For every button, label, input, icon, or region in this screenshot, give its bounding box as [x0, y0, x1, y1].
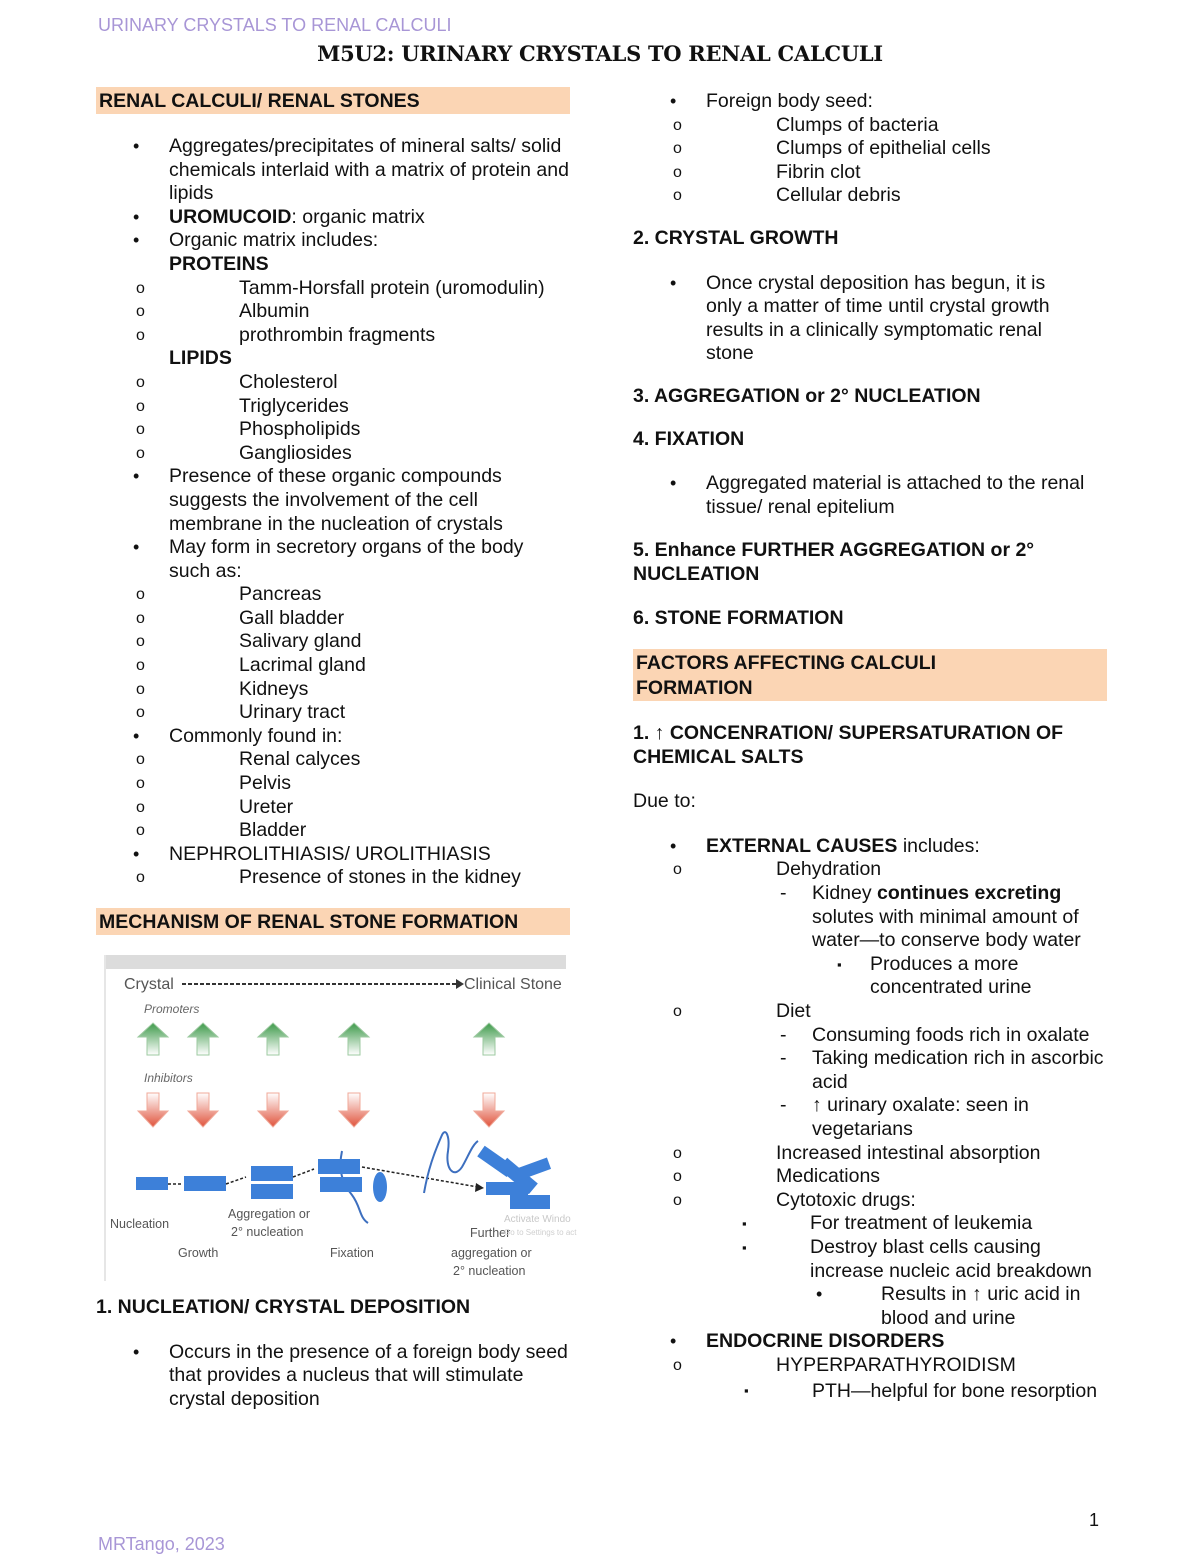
fixation-crystal — [318, 1159, 360, 1174]
clinical-stone-label: Clinical Stone — [464, 976, 562, 993]
term-rest: includes: — [897, 834, 980, 857]
list-item-text: Increased intestinal absorption — [776, 1141, 1041, 1164]
text-run: Kidney — [812, 882, 878, 905]
list-item: - ↑ urinary oxalate: seen in vegetarians — [776, 1094, 1107, 1141]
inhibitor-arrow-icon — [339, 1093, 369, 1127]
section-heading-renal-calculi: RENAL CALCULI/ RENAL STONES — [96, 87, 570, 114]
fixation-crystal — [373, 1172, 387, 1202]
progression-arrowhead — [456, 979, 464, 989]
list-item-text: o Diet — [776, 1000, 811, 1023]
list-item-text: o HYPERPARATHYROIDISM — [776, 1353, 1016, 1376]
page-number: 1 — [1089, 1510, 1100, 1530]
list-item — [96, 206, 570, 230]
term-definition: : organic matrix — [291, 205, 425, 228]
figure-top-bar — [106, 955, 566, 969]
aggregation-crystal — [251, 1166, 293, 1181]
promoter-arrow-icon — [138, 1023, 168, 1055]
stage-connector — [226, 1177, 246, 1184]
seed-types-list — [633, 114, 1107, 208]
proteins-label: PROTEINS — [169, 252, 269, 275]
list-item — [96, 324, 570, 348]
list-item-text: Renal calyces — [239, 748, 361, 771]
list-item: • Aggregated material is attached to the renal tissue/ renal epitelium — [633, 472, 1107, 519]
watermark-text: Activate Windo — [504, 1214, 571, 1225]
footer-author: MRTango, 2023 — [98, 1534, 225, 1554]
list-item: - Taking medication rich in ascorbic acid — [776, 1047, 1107, 1094]
list-item — [96, 630, 570, 654]
list-item — [633, 1330, 1107, 1403]
section-heading-factors: FACTORS AFFECTING CALCULI FORMATION — [633, 649, 1107, 701]
list-item — [739, 1212, 1107, 1236]
list-item-text — [706, 835, 1107, 859]
running-header: URINARY CRYSTALS TO RENAL CALCULI — [98, 15, 452, 35]
list-item — [96, 277, 570, 301]
stage-connector-arrowhead — [475, 1183, 484, 1192]
renal-calculi-list — [96, 135, 570, 890]
nucleation-label: Nucleation — [110, 1217, 170, 1231]
list-item-text: prothrombin fragments — [239, 323, 436, 346]
list-item-text: Albumin — [239, 300, 310, 323]
aggregation-crystal — [251, 1184, 293, 1199]
causes-list — [633, 835, 1107, 1404]
further-aggregation-label: 2° nucleation — [453, 1264, 526, 1278]
promoter-arrow-icon — [258, 1023, 288, 1055]
list-item — [633, 184, 1107, 208]
list-item-text: Gall bladder — [239, 606, 345, 629]
growth-label: Growth — [178, 1246, 219, 1260]
promoter-arrow-icon — [474, 1023, 504, 1055]
locations-list — [96, 748, 570, 842]
list-item — [96, 607, 570, 631]
step-heading-further-aggregation: 5. Enhance FURTHER AGGREGATION or 2° NUCLEATION — [633, 539, 1035, 585]
list-item — [776, 882, 1107, 1000]
list-item: - Consuming foods rich in oxalate — [776, 1024, 1107, 1048]
list-item — [96, 701, 570, 725]
list-item-text: Salivary gland — [239, 630, 362, 653]
promoters-label: Promoters — [144, 1002, 200, 1016]
factor-heading-concentration: 1. ↑ CONCENRATION/ SUPERSATURATION OF CHEMICAL SALTS — [633, 722, 1064, 768]
list-item — [633, 858, 1107, 1000]
list-item-text: Clumps of epithelial cells — [776, 137, 991, 160]
lipids-list — [96, 371, 570, 465]
dehydration-list — [776, 882, 1107, 1000]
list-item-text: ▪ Destroy blast cells causing increase nucleic acid breakdown — [810, 1235, 1092, 1282]
fixation-list — [633, 472, 1107, 519]
aggregation-label: 2° nucleation — [231, 1225, 304, 1239]
list-item-text: • Foreign body seed: — [706, 90, 873, 112]
list-item-text: Triglycerides — [239, 394, 349, 417]
external-causes-list — [633, 858, 1107, 1330]
list-item-text: Fibrin clot — [776, 160, 861, 183]
bold-term: UROMUCOID — [169, 205, 292, 228]
list-item — [633, 1354, 1107, 1404]
growth-crystal — [184, 1176, 226, 1191]
list-item-text: Presence of stones in the kidney — [239, 866, 521, 889]
seed-list — [633, 90, 1107, 208]
step-heading-aggregation: 3. AGGREGATION or 2° NUCLEATION — [633, 384, 981, 407]
list-item — [741, 1378, 1107, 1404]
list-item-text: Cholesterol — [239, 370, 338, 393]
list-item-text: Pancreas — [239, 583, 322, 606]
section-heading-mechanism: MECHANISM OF RENAL STONE FORMATION — [96, 908, 570, 935]
list-item — [96, 866, 570, 890]
list-item — [96, 725, 570, 843]
dehydration-effect-list — [834, 953, 1107, 1000]
list-item-text: Pelvis — [239, 772, 292, 795]
list-item-text: Kidneys — [239, 677, 309, 700]
list-item — [739, 1236, 1107, 1330]
list-item-text: • Organic matrix includes: — [169, 229, 379, 252]
crystal-label: Crystal — [124, 976, 174, 993]
list-item-text: Cellular debris — [776, 184, 901, 207]
inhibitor-arrow-icon — [258, 1093, 288, 1127]
bold-term: EXTERNAL CAUSES — [706, 834, 898, 857]
cytotoxic-list — [774, 1212, 1107, 1330]
list-item-text: Medications — [776, 1165, 881, 1188]
list-item-text: Bladder — [239, 819, 307, 842]
list-item — [633, 161, 1107, 185]
list-item-text: Phospholipids — [239, 418, 361, 441]
endocrine-list — [633, 1354, 1107, 1404]
stone-formation-figure — [104, 955, 577, 1281]
hyperparathyroidism-list — [776, 1378, 1107, 1404]
list-item — [96, 536, 570, 725]
list-item — [96, 418, 570, 442]
due-to-label: Due to: — [633, 790, 696, 813]
step-heading-fixation: 4. FIXATION — [633, 427, 745, 450]
left-column — [96, 87, 577, 1411]
further-aggregation-crystal — [515, 1158, 551, 1181]
list-item — [633, 1000, 1107, 1142]
bold-term: continues excreting — [877, 882, 1062, 905]
promoter-arrow-icon — [339, 1023, 369, 1055]
crystal-growth-list — [633, 272, 1107, 366]
text-run: solutes with minimal amount of water—to conserve body water — [812, 905, 1081, 952]
list-item-text: Gangliosides — [239, 441, 352, 464]
aggregation-label: Aggregation or — [228, 1207, 311, 1221]
list-item — [96, 583, 570, 607]
list-item-text — [812, 882, 1107, 953]
inhibitors-label: Inhibitors — [144, 1071, 193, 1085]
stone-formation-diagram — [106, 955, 577, 1281]
list-item: • Presence of these organic compounds suggests the involvement of the cell membrane in the nucleation of crystals — [96, 465, 570, 536]
list-item — [633, 114, 1107, 138]
list-item-text: Tamm-Horsfall protein (uromodulin) — [239, 276, 545, 299]
nucleation-crystal — [136, 1177, 168, 1190]
inhibitor-arrow-icon — [474, 1093, 504, 1127]
list-item — [96, 442, 570, 466]
list-item-text: Lacrimal gland — [239, 654, 366, 677]
list-item: • Occurs in the presence of a foreign body seed that provides a nucleus that will stimulate crystal deposition — [96, 1341, 570, 1412]
page-title: M5U2: URINARY CRYSTALS TO RENAL CALCULI — [317, 41, 883, 66]
proteins-list — [96, 277, 570, 348]
list-item-text: o Dehydration — [776, 858, 882, 881]
list-item — [96, 843, 570, 890]
list-item — [96, 654, 570, 678]
list-item — [633, 1165, 1107, 1189]
promoter-arrows — [138, 1023, 504, 1055]
watermark-text: Go to Settings to act — [504, 1228, 577, 1237]
nucleation-list — [96, 1341, 570, 1412]
list-item-text: o Cytotoxic drugs: — [776, 1188, 916, 1211]
organs-list — [96, 583, 570, 725]
list-item — [633, 1189, 1107, 1331]
step-heading-nucleation: 1. NUCLEATION/ CRYSTAL DEPOSITION — [96, 1296, 471, 1318]
list-item — [96, 371, 570, 395]
further-aggregation-crystal — [486, 1182, 528, 1195]
fixation-label: Fixation — [330, 1246, 374, 1260]
inhibitor-arrow-icon — [188, 1093, 218, 1127]
list-item-text: PTH—helpful for bone resorption — [812, 1379, 1098, 1402]
step-heading-stone-formation: 6. STONE FORMATION — [633, 606, 844, 629]
lipids-label: LIPIDS — [169, 347, 232, 370]
right-column — [633, 90, 1107, 1404]
further-aggregation-crystal — [510, 1195, 550, 1209]
list-item-text: For treatment of leukemia — [810, 1212, 1033, 1235]
list-item-text: Ureter — [239, 795, 294, 818]
nucleic-acid-list — [810, 1283, 1107, 1330]
list-item — [96, 678, 570, 702]
promoter-arrow-icon — [188, 1023, 218, 1055]
list-item-text: • Commonly found in: — [169, 724, 343, 747]
list-item-text: • May form in secretory organs of the body such as: — [169, 536, 524, 582]
list-item — [810, 1283, 1107, 1330]
list-item — [96, 748, 570, 772]
list-item: • Aggregates/precipitates of mineral salts/ solid chemicals interlaid with a matrix of protein and lipids — [96, 135, 570, 206]
list-item — [96, 300, 570, 324]
list-item-text: Clumps of bacteria — [776, 113, 939, 136]
list-item-text: • ENDOCRINE DISORDERS — [706, 1330, 945, 1353]
list-item — [633, 137, 1107, 161]
further-aggregation-label: aggregation or — [451, 1246, 532, 1260]
fixation-crystal — [320, 1177, 362, 1192]
list-item — [96, 229, 570, 465]
inhibitor-arrows — [138, 1093, 504, 1127]
list-item — [633, 1142, 1107, 1166]
step-heading-crystal-growth: 2. CRYSTAL GROWTH — [633, 226, 839, 249]
list-item — [96, 772, 570, 796]
list-item-text: • NEPHROLITHIASIS/ UROLITHIASIS — [169, 842, 491, 865]
list-item — [633, 835, 1107, 1330]
list-item-text: Results in ↑ uric acid in blood and urine — [881, 1283, 1081, 1329]
list-item: • Once crystal deposition has begun, it is only a matter of time until crystal growth results in a clinically symptomatic renal stone — [633, 272, 1077, 366]
list-item — [633, 90, 1107, 208]
list-item: ▪ Produces a more concentrated urine — [834, 953, 1107, 1000]
further-aggregation-label: Further — [470, 1226, 511, 1240]
tissue-strand — [424, 1132, 478, 1193]
inhibitor-arrow-icon — [138, 1093, 168, 1127]
list-item — [96, 395, 570, 419]
crystal-stages — [136, 1132, 551, 1223]
list-item-text: Urinary tract — [239, 701, 346, 724]
diet-list — [776, 1024, 1107, 1142]
list-item — [96, 796, 570, 820]
list-item — [96, 819, 570, 843]
nephrolithiasis-list — [96, 866, 570, 890]
stage-labels — [110, 1207, 532, 1278]
stage-connector — [293, 1169, 314, 1177]
